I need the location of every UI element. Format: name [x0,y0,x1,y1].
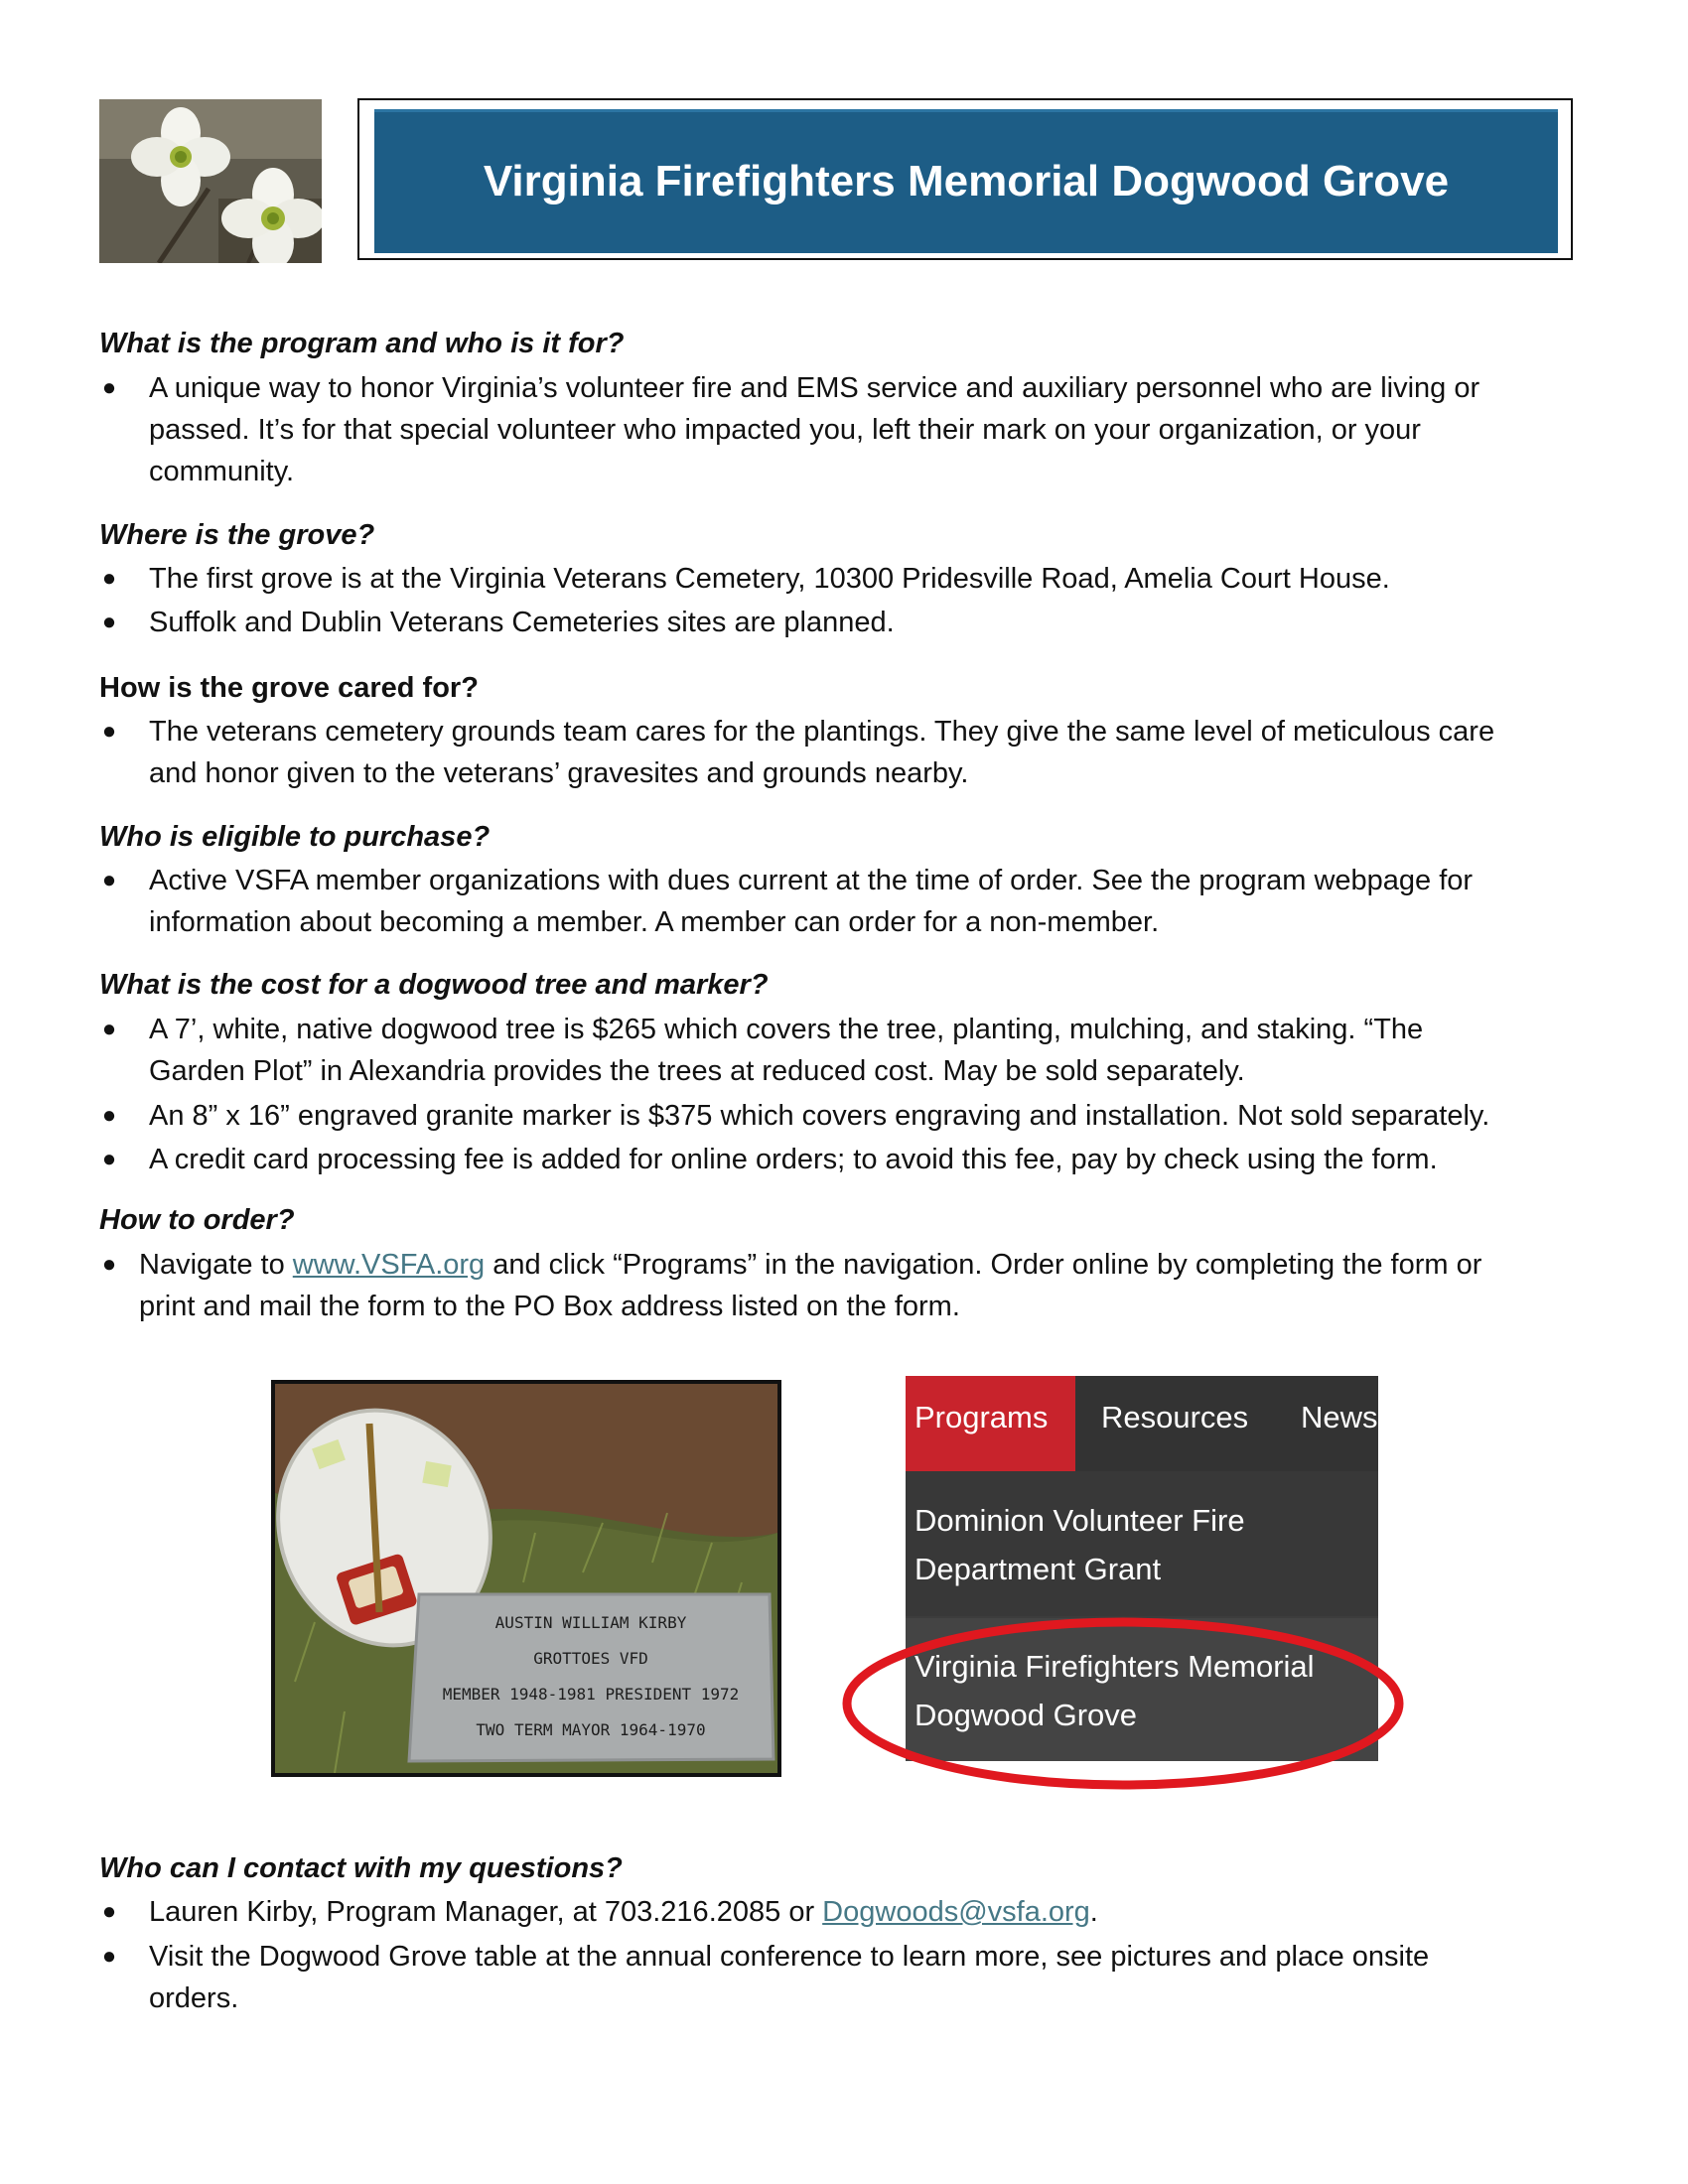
bullet-line: orders. [149,1982,239,2014]
marker-line-1: AUSTIN WILLIAM KIRBY [494,1613,687,1632]
bullet-item [99,1936,1589,2021]
dropdown-line: Virginia Firefighters Memorial [914,1649,1315,1684]
order-text: and click “Programs” in the navigation. Order online by completing the form or [485,1249,1482,1281]
red-highlight-circle [840,1614,1416,1803]
bullet-icon: ● [101,718,117,745]
nav-tab-programs[interactable]: Programs [914,1400,1049,1434]
order-text: Navigate to [139,1249,293,1281]
nav-tab-resources[interactable]: Resources [1101,1400,1249,1434]
section-heading: Who is eligible to purchase? [99,821,491,853]
bullet-item [99,1009,1589,1094]
bullet-icon: ● [101,1146,117,1172]
bullet-line: A credit card processing fee is added for online orders; to avoid this fee, pay by check using the form. [149,1144,1438,1175]
dogwood-flower-photo [99,99,322,263]
bullet-icon: ● [101,609,117,635]
bullet-item [99,860,1589,945]
memorial-marker-photo [271,1380,781,1777]
section-heading: Where is the grove? [99,519,375,551]
bullet-line: print and mail the form to the PO Box address listed on the form. [139,1291,960,1322]
nav-tab-news[interactable]: News [1301,1400,1378,1434]
bullet-item [99,367,1589,496]
dropdown-line: Dominion Volunteer Fire [914,1503,1245,1538]
bullet-icon: ● [101,565,117,592]
bullet-item [99,558,1589,600]
section-heading: How is the grove cared for? [99,672,479,704]
section-heading: Who can I contact with my questions? [99,1852,623,1884]
bullet-item [99,1891,1589,1933]
bullet-line: The first grove is at the Virginia Veterans Cemetery, 10300 Pridesville Road, Amelia Court House. [149,563,1390,595]
marker-image [275,1384,777,1773]
navigation-screenshot [906,1376,1378,1761]
bullet-item [99,602,1589,643]
contact-text: . [1089,1896,1098,1928]
marker-line-2: GROTTOES VFD [533,1649,648,1668]
bullet-line: and honor given to the veterans’ gravesites and grounds nearby. [149,757,969,789]
bullet-item [99,1244,1589,1329]
page-title: Virginia Firefighters Memorial Dogwood Grove [483,156,1450,205]
bullet-line: Active VSFA member organizations with dues current at the time of order. See the program webpage for [149,865,1474,896]
bullet-icon: ● [101,1251,117,1278]
bullet-item [99,711,1589,796]
bullet-line: A unique way to honor Virginia’s volunteer fire and EMS service and auxiliary personnel who are living or [149,372,1480,404]
dogwood-flower-image [99,99,322,263]
bullet-icon: ● [101,867,117,893]
dropdown-line: Dogwood Grove [914,1698,1138,1732]
vsfa-website-link[interactable]: www.VSFA.org [292,1249,486,1281]
section-heading: What is the cost for a dogwood tree and marker? [99,969,769,1001]
bullet-line: information about becoming a member. A member can order for a non-member. [149,906,1160,938]
email-link[interactable]: Dogwoods@vsfa.org [822,1896,1090,1928]
section-heading: How to order? [99,1204,295,1236]
bullet-icon: ● [101,1102,117,1129]
section-heading: What is the program and who is it for? [99,328,625,359]
bullet-icon: ● [101,1898,117,1925]
bullet-line: An 8” x 16” engraved granite marker is $375 which covers engraving and installation. Not sold separately. [149,1100,1490,1132]
bullet-line: community. [149,456,295,487]
marker-line-4: TWO TERM MAYOR 1964-1970 [476,1720,706,1739]
bullet-line: Visit the Dogwood Grove table at the annual conference to learn more, see pictures and place onsite [149,1941,1430,1973]
contact-text: Lauren Kirby, Program Manager, at 703.216.2085 or [149,1896,823,1928]
bullet-icon: ● [101,1016,117,1042]
bullet-line: Suffolk and Dublin Veterans Cemeteries sites are planned. [149,607,895,638]
bullet-line: passed. It’s for that special volunteer who impacted you, left their mark on your organization, or your [149,414,1421,446]
dropdown-item-grant[interactable] [914,1496,1245,1593]
bullet-item [99,1095,1589,1137]
bullet-icon: ● [101,1943,117,1970]
dropdown-line: Department Grant [914,1552,1162,1586]
bullet-line: A 7’, white, native dogwood tree is $265 which covers the tree, planting, mulching, and staking. “The [149,1014,1424,1045]
bullet-line: Garden Plot” in Alexandria provides the trees at reduced cost. May be sold separately. [149,1055,1245,1087]
bullet-line: The veterans cemetery grounds team cares for the plantings. They give the same level of meticulous care [149,716,1495,748]
bullet-icon: ● [101,374,117,401]
marker-line-3: MEMBER 1948-1981 PRESIDENT 1972 [442,1685,740,1704]
bullet-item [99,1139,1589,1180]
